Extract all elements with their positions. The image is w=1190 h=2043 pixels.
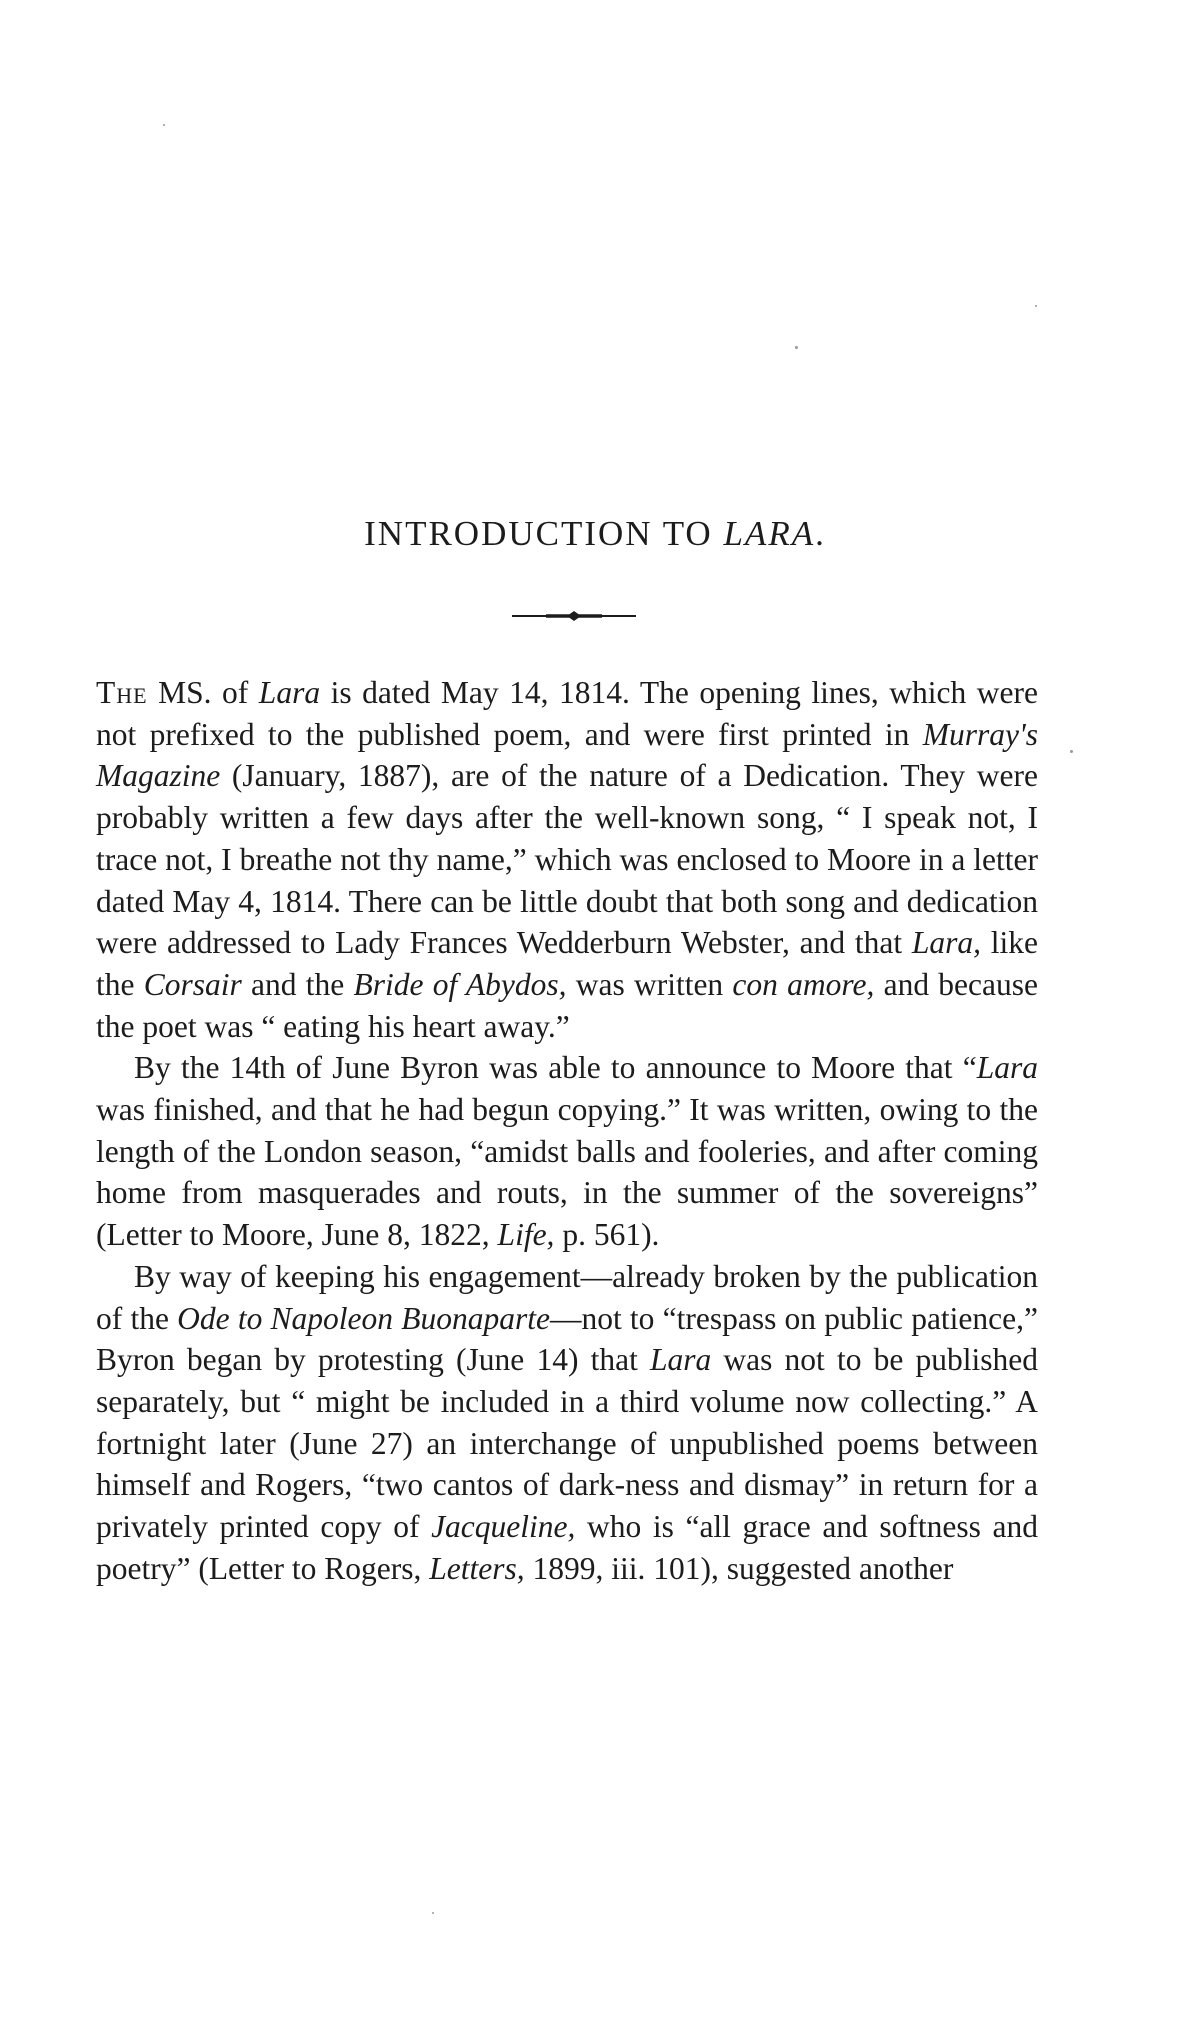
text-run: is dated May 14, 1814. The opening lines, which were not prefixed to the published poem, and were first printed in — [96, 675, 1038, 752]
italic-text: Lara, — [911, 925, 981, 961]
text-run: 1899, iii. 101), suggested another — [524, 1550, 954, 1586]
italic-text: Lara — [649, 1342, 712, 1378]
italic-text: Murray's Magazine — [96, 716, 1038, 794]
text-run: p. 561). — [554, 1217, 660, 1253]
text-run: MS. of — [147, 675, 259, 710]
italic-text: Ode to Napoleon Buonaparte — [177, 1300, 550, 1336]
italic-text: Jacqueline, — [431, 1509, 576, 1545]
title-prefix: INTRODUCTION TO — [364, 514, 724, 553]
text-run: (January, 1887), are of the nature of a Dedication. They were probably written a few days after the well-known song, “ I speak not, I trace not, I breathe not thy name,” which was enclosed to Moore in a letter dated May 4, 1814. There can be little doubt that both song and dedication were addressed to Lady Frances Wedderburn Webster, and that — [96, 758, 1038, 961]
text-run: like the — [96, 925, 1038, 1002]
italic-text: Corsair — [143, 966, 242, 1002]
text-run: By way of keeping his engagement—already broken by the publication of the — [96, 1258, 1038, 1336]
text-run: By the 14th of June Byron was able to announce to Moore that “ — [134, 1050, 977, 1086]
italic-text: Bride of Abydos, — [353, 966, 567, 1002]
chapter-title — [0, 514, 1190, 554]
text-run: was written — [566, 966, 733, 1002]
title-suffix: . — [815, 514, 826, 553]
paper-speck — [1070, 750, 1073, 753]
italic-text: Life, — [497, 1217, 555, 1253]
italic-text: con amore, — [732, 966, 875, 1002]
paper-speck — [163, 124, 165, 126]
italic-text: Lara — [258, 675, 321, 710]
text-run: —not to “trespass on public patience,” Byron began by protesting (June 14) that — [96, 1300, 1038, 1378]
text-run: was finished, and that he had begun copying.” It was written, owing to the length of the London season, “amidst balls and fooleries, and after coming home from masquerades and routs, in the summer of the sovereigns” (Letter to Moore, June 8, 1822, — [96, 1092, 1038, 1253]
small-caps-text: The — [96, 675, 148, 710]
introduction-body — [96, 672, 1038, 1589]
text-run: and the — [241, 966, 354, 1002]
paragraph — [96, 1256, 1038, 1590]
italic-text: Letters, — [429, 1550, 525, 1586]
paper-speck — [1035, 305, 1037, 307]
title-rule-ornament — [512, 610, 636, 622]
paper-speck — [432, 1912, 434, 1914]
paragraph — [96, 672, 1038, 1047]
paragraph — [96, 1047, 1038, 1256]
text-run: was not to be published separately, but “ might be included in a third volume now collecting.” A fortnight later (June 27) an interchange of unpublished poems between himself and Rogers, “two cantos of dark-ness and dismay” in return for a privately printed copy of — [96, 1342, 1038, 1545]
title-work: LARA — [723, 514, 816, 553]
text-run: and because the poet was “ eating his heart away.” — [96, 966, 1038, 1044]
italic-text: Lara — [976, 1050, 1038, 1086]
paper-speck — [795, 346, 798, 349]
text-run: who is “all grace and softness and poetry” (Letter to Rogers, — [96, 1509, 1038, 1586]
